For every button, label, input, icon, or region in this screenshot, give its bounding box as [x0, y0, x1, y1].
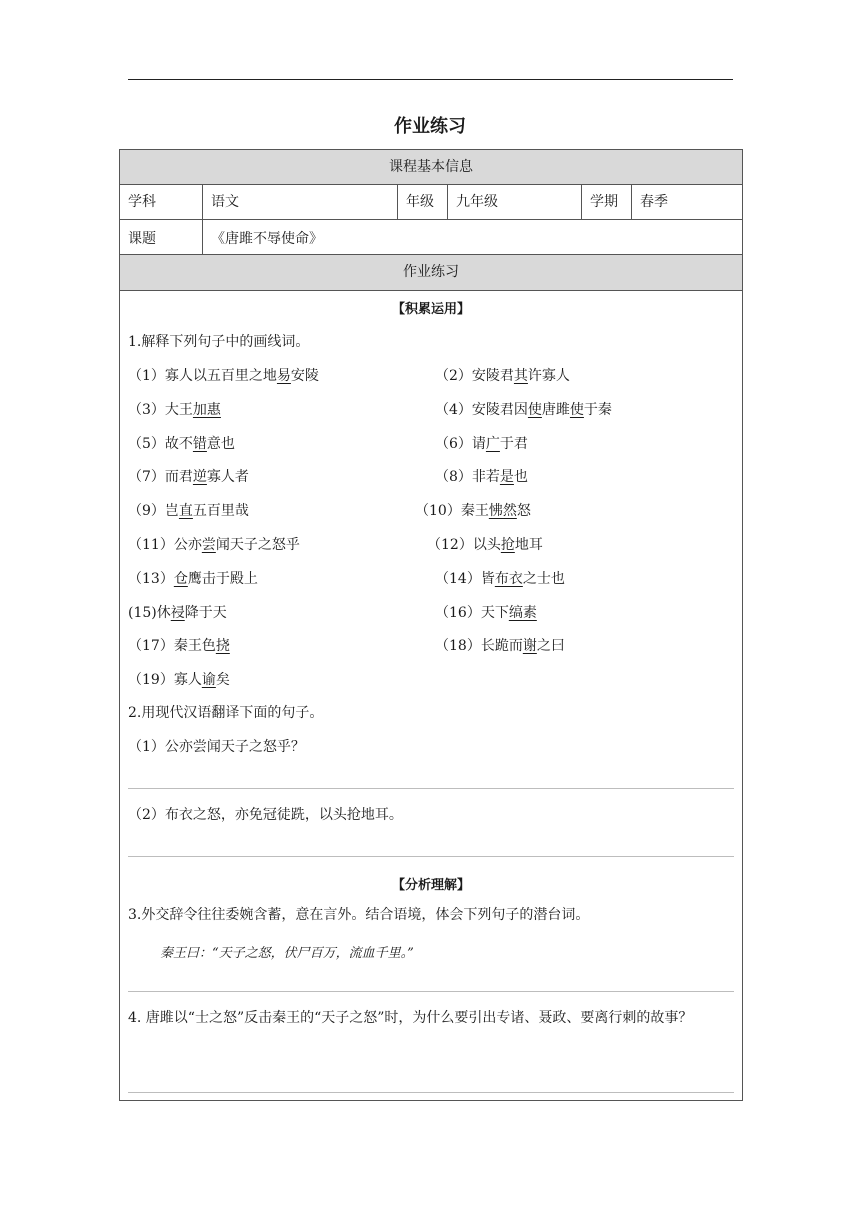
vocab-item: （12）以头抢地耳: [427, 537, 543, 553]
vocab-item: （14）皆布衣之士也: [435, 570, 565, 587]
vocab-item: （18）长跪而谢之曰: [435, 638, 565, 655]
underlined-word: 其: [513, 368, 528, 384]
question-2: 2.用现代汉语翻译下面的句子。: [128, 705, 324, 721]
answer-line[interactable]: [128, 991, 734, 992]
row-divider: [120, 290, 742, 291]
underlined-word: 易: [276, 368, 291, 384]
question-1: 1.解释下列句子中的画线词。: [128, 334, 310, 350]
practice-header: 作业练习: [120, 255, 742, 290]
underlined-word: 布衣: [494, 570, 523, 587]
underlined-word: 挠: [215, 638, 230, 655]
question-3: 3.外交辞令往往委婉含蓄，意在言外。结合语境，体会下列句子的潜台词。: [128, 907, 590, 923]
question-3-quote: 秦王曰：“天子之怒，伏尸百万，流血千里。”: [160, 946, 414, 961]
underlined-word: 抢: [500, 537, 515, 553]
answer-line[interactable]: [128, 856, 734, 857]
subject-label: 学科: [128, 194, 156, 210]
section-heading-accumulation: 【积累运用】: [391, 302, 470, 317]
underlined-word: 使: [569, 401, 584, 418]
underlined-word: 缟素: [508, 604, 537, 621]
worksheet-table: [119, 149, 743, 1101]
vocab-item: （8）非若是也: [435, 469, 528, 486]
underlined-word: 谢: [522, 638, 537, 655]
vocab-item: （1）寡人以五百里之地易安陵: [128, 368, 319, 384]
topic-value: 《唐雎不辱使命》: [211, 231, 323, 247]
vocab-item: （13）仓鹰击于殿上: [128, 570, 258, 587]
question-2-2: （2）布衣之怒，亦免冠徒跣，以头抢地耳。: [128, 807, 403, 823]
subject-value: 语文: [211, 194, 239, 210]
answer-line[interactable]: [128, 788, 734, 789]
vocab-item: （10）秦王怫然怒: [415, 503, 531, 520]
page-title: 作业练习: [394, 116, 466, 137]
grade-label: 年级: [406, 194, 434, 210]
question-2-1: （1）公亦尝闻天子之怒乎？: [128, 739, 305, 755]
underlined-word: 怫然: [488, 503, 517, 520]
underlined-word: 是: [499, 469, 514, 486]
vocab-item: （6）请广于君: [435, 435, 528, 452]
underlined-word: 尝: [201, 537, 216, 553]
row-divider: [120, 219, 742, 220]
vocab-item: （19）寡人谕矣: [128, 672, 230, 689]
underlined-word: 直: [178, 503, 193, 520]
underlined-word: 仓: [173, 570, 188, 587]
vocab-item: (15)休祲降于天: [128, 604, 227, 621]
col-divider: [631, 184, 632, 219]
answer-line[interactable]: [128, 1092, 734, 1093]
question-4: 4. 唐雎以“士之怒”反击秦王的“天子之怒”时，为什么要引出专诸、聂政、要离行刺的故事？: [128, 1010, 693, 1026]
vocab-item: （7）而君逆寡人者: [128, 469, 249, 486]
vocab-item: （5）故不错意也: [128, 435, 235, 452]
section-heading-analysis: 【分析理解】: [391, 878, 470, 893]
underlined-word: 广: [485, 435, 500, 452]
underlined-word: 使: [527, 401, 542, 418]
col-divider: [397, 184, 398, 219]
vocab-item: （16）天下缟素: [435, 604, 537, 621]
vocab-item: （3）大王加惠: [128, 401, 221, 418]
topic-label: 课题: [128, 231, 156, 247]
vocab-item: （11）公亦尝闻天子之怒乎: [128, 537, 300, 553]
vocab-item: （17）秦王色挠: [128, 638, 230, 655]
col-divider: [447, 184, 448, 219]
term-label: 学期: [590, 194, 618, 210]
grade-value: 九年级: [456, 194, 498, 210]
header-rule: [128, 79, 733, 80]
vocab-item: （2）安陵君其许寡人: [435, 368, 570, 384]
underlined-word: 加惠: [192, 401, 221, 418]
underlined-word: 逆: [192, 469, 207, 486]
row-divider: [120, 184, 742, 185]
term-value: 春季: [640, 194, 668, 210]
info-table-header: 课程基本信息: [120, 150, 742, 184]
col-divider: [581, 184, 582, 219]
underlined-word: 错: [192, 435, 207, 452]
underlined-word: 祲: [170, 604, 185, 621]
vocab-item: （9）岂直五百里哉: [128, 503, 249, 520]
underlined-word: 谕: [201, 672, 216, 689]
vocab-item: （4）安陵君因使唐雎使于秦: [435, 401, 612, 418]
